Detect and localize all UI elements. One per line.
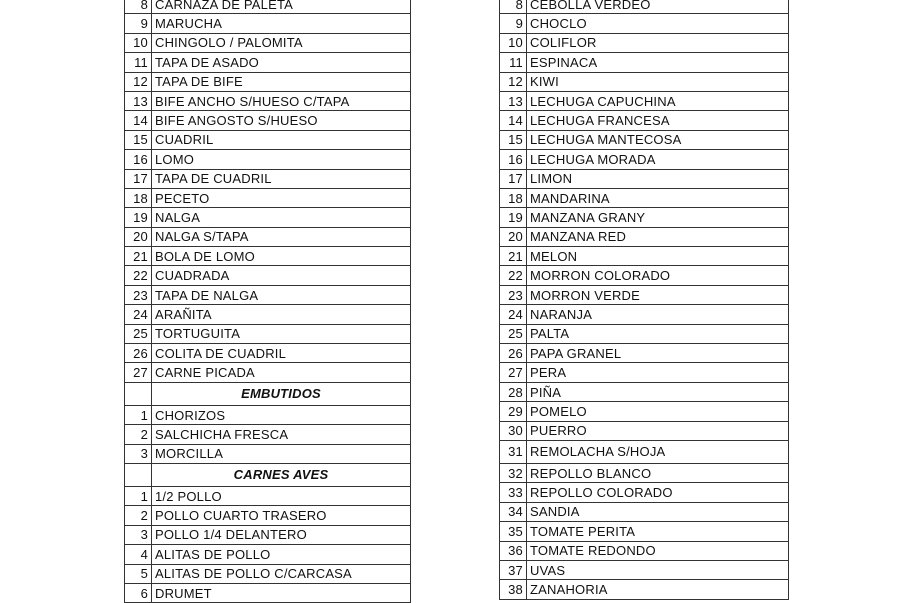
- item-name: BIFE ANGOSTO S/HUESO: [152, 111, 411, 130]
- item-number: 19: [125, 208, 152, 227]
- produce-price-table: [499, 0, 789, 600]
- table-row: [125, 344, 411, 363]
- item-name: CHORIZOS: [152, 405, 411, 424]
- table-row: [125, 53, 411, 72]
- item-number: 24: [125, 305, 152, 324]
- table-row: [500, 208, 789, 227]
- table-row: [125, 33, 411, 52]
- item-name: MORRON VERDE: [527, 285, 789, 304]
- table-row: [500, 111, 789, 130]
- item-number: 17: [125, 169, 152, 188]
- item-number: 23: [500, 285, 527, 304]
- table-row: [125, 72, 411, 91]
- item-name: TOMATE REDONDO: [527, 541, 789, 560]
- table-row: [500, 266, 789, 285]
- item-number: 25: [125, 324, 152, 343]
- table-row: [500, 440, 789, 463]
- table-row: [125, 564, 411, 583]
- item-number: 9: [125, 14, 152, 33]
- item-number: 11: [125, 53, 152, 72]
- table-row: [125, 150, 411, 169]
- table-row: [500, 541, 789, 560]
- item-number: 25: [500, 324, 527, 343]
- table-row: [500, 0, 789, 14]
- item-number: 32: [500, 463, 527, 482]
- item-name: REPOLLO COLORADO: [527, 483, 789, 502]
- table-row: [500, 53, 789, 72]
- table-row: [500, 188, 789, 207]
- item-number: 16: [125, 150, 152, 169]
- item-number: 8: [125, 0, 152, 14]
- meat-table-body: [125, 0, 411, 603]
- section-blank-cell: [125, 382, 152, 405]
- item-name: PECETO: [152, 188, 411, 207]
- table-row: [125, 208, 411, 227]
- item-number: 12: [500, 72, 527, 91]
- item-number: 37: [500, 560, 527, 579]
- section-title: CARNES AVES: [152, 463, 411, 486]
- item-number: 21: [125, 247, 152, 266]
- item-name: CHINGOLO / PALOMITA: [152, 33, 411, 52]
- item-name: POLLO CUARTO TRASERO: [152, 506, 411, 525]
- item-name: SALCHICHA FRESCA: [152, 425, 411, 444]
- item-name: MANZANA GRANY: [527, 208, 789, 227]
- item-name: LECHUGA MANTECOSA: [527, 130, 789, 149]
- table-row: [500, 33, 789, 52]
- table-row: [500, 421, 789, 440]
- item-number: 6: [125, 583, 152, 602]
- item-name: ARAÑITA: [152, 305, 411, 324]
- item-number: 24: [500, 305, 527, 324]
- item-name: CUADRADA: [152, 266, 411, 285]
- item-number: 18: [125, 188, 152, 207]
- item-number: 28: [500, 382, 527, 401]
- item-name: TAPA DE NALGA: [152, 285, 411, 304]
- item-number: 26: [500, 344, 527, 363]
- table-row: [125, 324, 411, 343]
- table-row: [125, 188, 411, 207]
- table-row: [125, 130, 411, 149]
- table-row: [125, 0, 411, 14]
- item-name: TAPA DE ASADO: [152, 53, 411, 72]
- item-name: COLITA DE CUADRIL: [152, 344, 411, 363]
- item-number: 19: [500, 208, 527, 227]
- table-row: [125, 486, 411, 505]
- item-number: 18: [500, 188, 527, 207]
- table-row: [500, 91, 789, 110]
- table-row: [500, 402, 789, 421]
- table-row: [500, 285, 789, 304]
- produce-table-body: [500, 0, 789, 599]
- table-row: [125, 111, 411, 130]
- item-name: ESPINACA: [527, 53, 789, 72]
- table-row: [500, 363, 789, 382]
- item-number: 16: [500, 150, 527, 169]
- table-row: [125, 405, 411, 424]
- table-row: [125, 305, 411, 324]
- section-title: EMBUTIDOS: [152, 382, 411, 405]
- item-name: REPOLLO BLANCO: [527, 463, 789, 482]
- item-name: KIWI: [527, 72, 789, 91]
- table-row: [125, 169, 411, 188]
- item-number: 20: [500, 227, 527, 246]
- item-name: CHOCLO: [527, 14, 789, 33]
- item-number: 1: [125, 405, 152, 424]
- item-number: 3: [125, 525, 152, 544]
- table-row: [125, 266, 411, 285]
- item-name: BIFE ANCHO S/HUESO C/TAPA: [152, 91, 411, 110]
- item-name: MANDARINA: [527, 188, 789, 207]
- item-name: BOLA DE LOMO: [152, 247, 411, 266]
- item-name: PUERRO: [527, 421, 789, 440]
- table-row: [500, 502, 789, 521]
- item-name: MORRON COLORADO: [527, 266, 789, 285]
- item-name: NALGA S/TAPA: [152, 227, 411, 246]
- table-row: [500, 247, 789, 266]
- table-row: [125, 444, 411, 463]
- table-row: [500, 130, 789, 149]
- table-row: [125, 91, 411, 110]
- item-number: 10: [500, 33, 527, 52]
- item-name: TAPA DE CUADRIL: [152, 169, 411, 188]
- table-row: [500, 305, 789, 324]
- item-name: MORCILLA: [152, 444, 411, 463]
- table-row: [500, 463, 789, 482]
- item-name: PAPA GRANEL: [527, 344, 789, 363]
- item-name: TORTUGUITA: [152, 324, 411, 343]
- item-name: NALGA: [152, 208, 411, 227]
- item-number: 23: [125, 285, 152, 304]
- item-name: UVAS: [527, 560, 789, 579]
- table-row: [500, 382, 789, 401]
- item-name: DRUMET: [152, 583, 411, 602]
- item-number: 33: [500, 483, 527, 502]
- item-number: 36: [500, 541, 527, 560]
- item-number: 27: [125, 363, 152, 382]
- item-name: CEBOLLA VERDEO: [527, 0, 789, 14]
- item-name: MANZANA RED: [527, 227, 789, 246]
- item-name: LIMON: [527, 169, 789, 188]
- item-name: TAPA DE BIFE: [152, 72, 411, 91]
- item-number: 4: [125, 545, 152, 564]
- item-name: PERA: [527, 363, 789, 382]
- table-row: [500, 560, 789, 579]
- item-name: POMELO: [527, 402, 789, 421]
- item-number: 14: [125, 111, 152, 130]
- item-name: SANDIA: [527, 502, 789, 521]
- table-row: [125, 247, 411, 266]
- item-number: 11: [500, 53, 527, 72]
- item-name: LECHUGA MORADA: [527, 150, 789, 169]
- item-number: 8: [500, 0, 527, 14]
- table-row: [500, 522, 789, 541]
- item-name: LOMO: [152, 150, 411, 169]
- item-name: MARUCHA: [152, 14, 411, 33]
- item-number: 38: [500, 580, 527, 599]
- table-row: [500, 227, 789, 246]
- item-number: 9: [500, 14, 527, 33]
- item-number: 22: [500, 266, 527, 285]
- item-name: LECHUGA CAPUCHINA: [527, 91, 789, 110]
- item-name: CARNE PICADA: [152, 363, 411, 382]
- item-name: LECHUGA FRANCESA: [527, 111, 789, 130]
- item-name: COLIFLOR: [527, 33, 789, 52]
- item-name: MELON: [527, 247, 789, 266]
- item-number: 27: [500, 363, 527, 382]
- table-row: [125, 363, 411, 382]
- item-name: ALITAS DE POLLO: [152, 545, 411, 564]
- item-name: ZANAHORIA: [527, 580, 789, 599]
- section-header-row: [125, 382, 411, 405]
- item-number: 15: [125, 130, 152, 149]
- item-number: 31: [500, 440, 527, 463]
- item-name: ALITAS DE POLLO C/CARCASA: [152, 564, 411, 583]
- item-number: 10: [125, 33, 152, 52]
- table-row: [500, 483, 789, 502]
- item-number: 13: [500, 91, 527, 110]
- item-number: 3: [125, 444, 152, 463]
- table-row: [125, 14, 411, 33]
- item-number: 30: [500, 421, 527, 440]
- table-row: [500, 344, 789, 363]
- item-name: REMOLACHA S/HOJA: [527, 440, 789, 463]
- table-row: [125, 545, 411, 564]
- item-number: 21: [500, 247, 527, 266]
- table-row: [500, 324, 789, 343]
- table-row: [125, 506, 411, 525]
- item-number: 35: [500, 522, 527, 541]
- section-blank-cell: [125, 463, 152, 486]
- item-name: 1/2 POLLO: [152, 486, 411, 505]
- table-row: [500, 150, 789, 169]
- meat-price-table: [124, 0, 411, 603]
- table-row: [500, 14, 789, 33]
- item-number: 15: [500, 130, 527, 149]
- item-name: PIÑA: [527, 382, 789, 401]
- item-number: 20: [125, 227, 152, 246]
- item-name: CUADRIL: [152, 130, 411, 149]
- table-row: [125, 285, 411, 304]
- table-row: [125, 525, 411, 544]
- item-number: 14: [500, 111, 527, 130]
- item-number: 22: [125, 266, 152, 285]
- table-row: [500, 169, 789, 188]
- item-name: CARNAZA DE PALETA: [152, 0, 411, 14]
- item-number: 2: [125, 506, 152, 525]
- item-number: 29: [500, 402, 527, 421]
- item-name: PALTA: [527, 324, 789, 343]
- item-number: 1: [125, 486, 152, 505]
- item-number: 34: [500, 502, 527, 521]
- table-row: [500, 580, 789, 599]
- table-row: [125, 227, 411, 246]
- item-number: 12: [125, 72, 152, 91]
- item-number: 2: [125, 425, 152, 444]
- table-row: [125, 425, 411, 444]
- item-number: 13: [125, 91, 152, 110]
- section-header-row: [125, 463, 411, 486]
- item-number: 17: [500, 169, 527, 188]
- table-row: [500, 72, 789, 91]
- item-number: 5: [125, 564, 152, 583]
- item-name: NARANJA: [527, 305, 789, 324]
- item-name: TOMATE PERITA: [527, 522, 789, 541]
- item-name: POLLO 1/4 DELANTERO: [152, 525, 411, 544]
- item-number: 26: [125, 344, 152, 363]
